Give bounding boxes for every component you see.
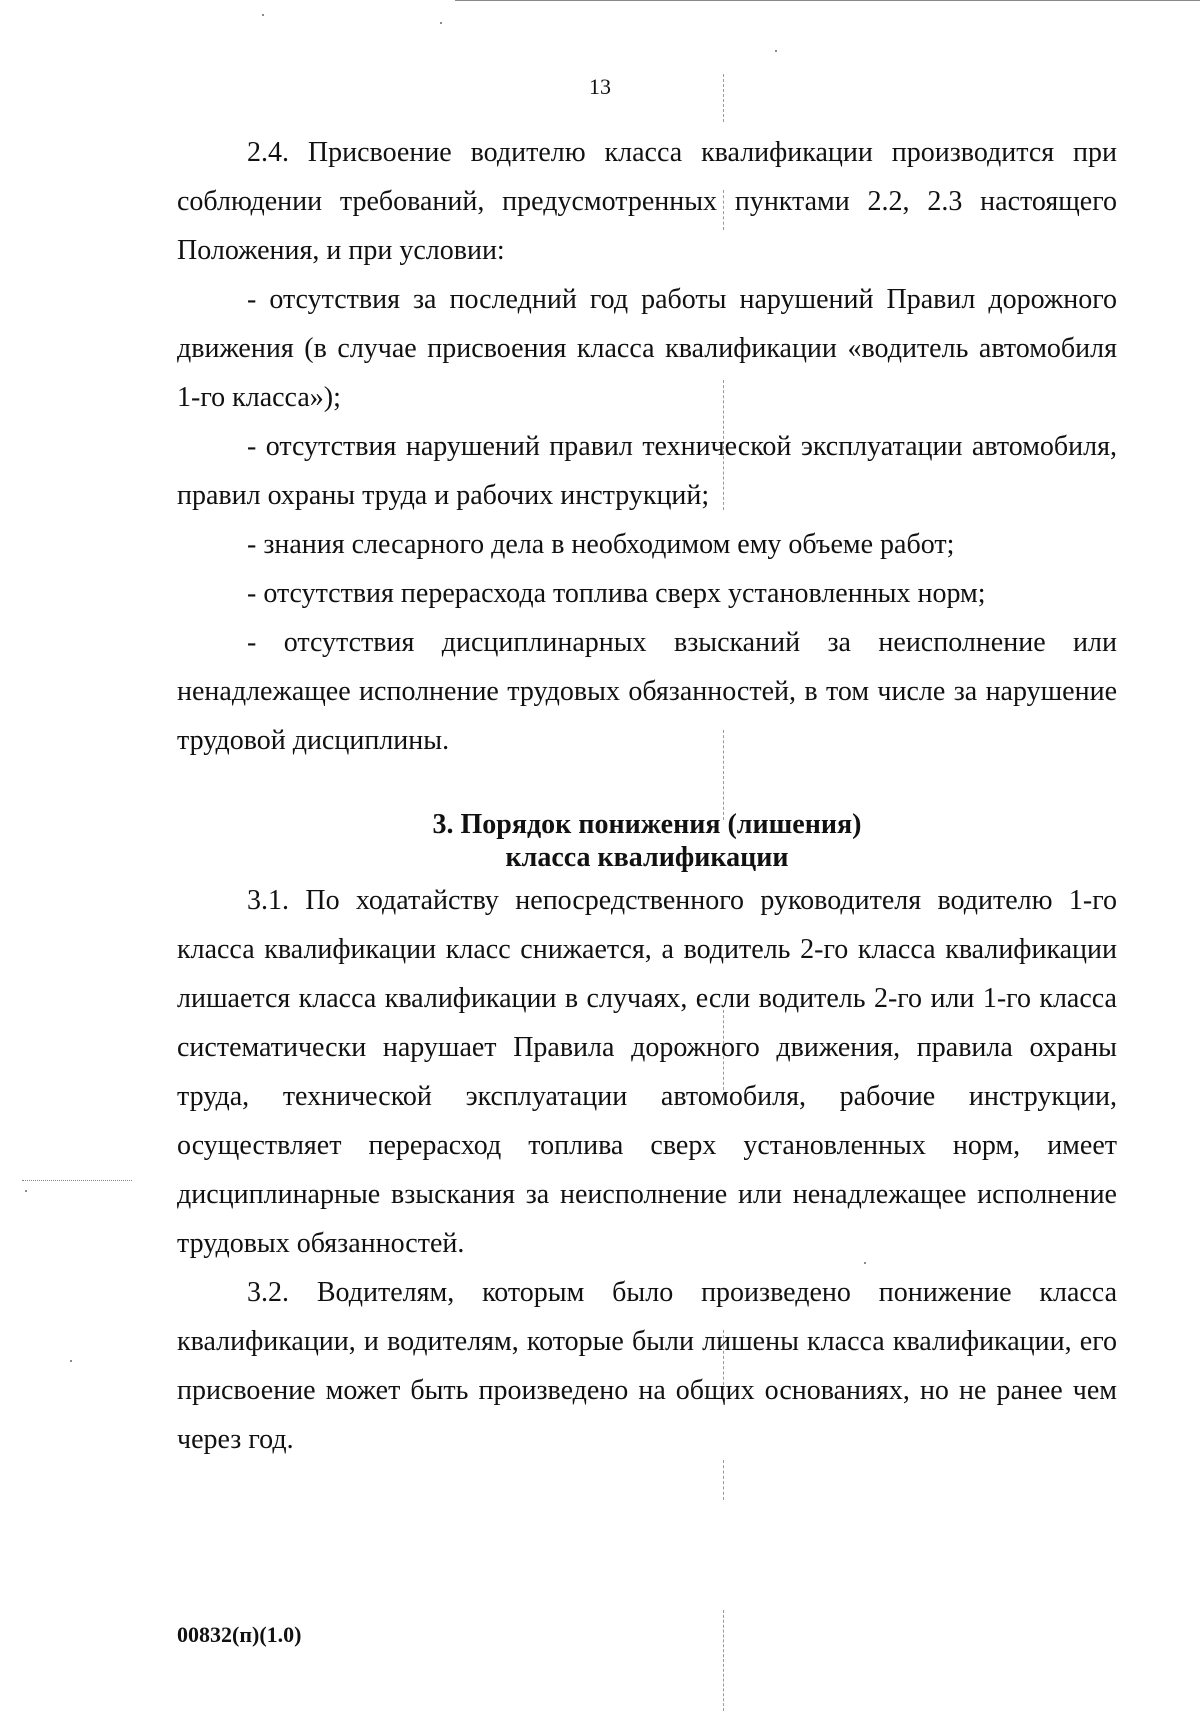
section-heading-line: 3. Порядок понижения (лишения) bbox=[432, 809, 862, 840]
section-heading-line: класса квалификации bbox=[505, 842, 789, 873]
scan-margin-mark bbox=[22, 1180, 132, 1181]
paragraph-3-2: 3.2. Водителям, которым было произведено понижение класса квалификации, и водителям, которые были лишены класса квалификации, его присвоение может быть произведено на общих основаниях, но не ранее чем через год. bbox=[177, 1277, 1117, 1455]
scan-speck bbox=[25, 1190, 27, 1192]
condition-item: - знания слесарного дела в необходимом ему объеме работ; bbox=[247, 529, 955, 560]
condition-item: - отсутствия перерасхода топлива сверх установленных норм; bbox=[247, 578, 986, 609]
scan-top-edge bbox=[455, 0, 1200, 1]
scan-speck bbox=[775, 50, 777, 52]
document-code: 00832(п)(1.0) bbox=[177, 1622, 302, 1647]
scan-speck bbox=[262, 14, 264, 16]
scan-speck bbox=[440, 22, 442, 24]
condition-item: - отсутствия нарушений правил технической эксплуатации автомобиля, правил охраны труда и рабочих инструкций; bbox=[177, 431, 1117, 511]
paragraph-2-4: 2.4. Присвоение водителю класса квалификации производится при соблюдении требований, предусмотренных пунктами 2.2, 2.3 настоящего Положения, и при условии: bbox=[177, 137, 1117, 266]
section-heading bbox=[177, 808, 1117, 874]
condition-item: - отсутствия за последний год работы нарушений Правил дорожного движения (в случае присвоения класса квалификации «водитель автомобиля 1-го класса»); bbox=[177, 284, 1117, 413]
scan-fold-line bbox=[723, 1460, 724, 1500]
condition-item: - отсутствия дисциплинарных взысканий за неисполнение или ненадлежащее исполнение трудовых обязанностей, в том числе за нарушение трудовой дисциплины. bbox=[177, 627, 1117, 756]
paragraph-3-1: 3.1. По ходатайству непосредственного руководителя водителю 1-го класса квалификации класс снижается, а водитель 2-го класса квалификации лишается класса квалификации в случаях, если водитель 2-го или 1-го класса систематически нарушает Правила дорожного движения, правила охраны труда, технической эксплуатации автомобиля, рабочие инструкции, осуществляет перерасход топлива сверх установленных норм, имеет дисциплинарные взыскания за неисполнение или ненадлежащее исполнение трудовых обязанностей. bbox=[177, 885, 1117, 1259]
page-number: 13 bbox=[589, 74, 611, 99]
scan-fold-line bbox=[723, 1610, 724, 1711]
scan-speck bbox=[70, 1360, 72, 1362]
